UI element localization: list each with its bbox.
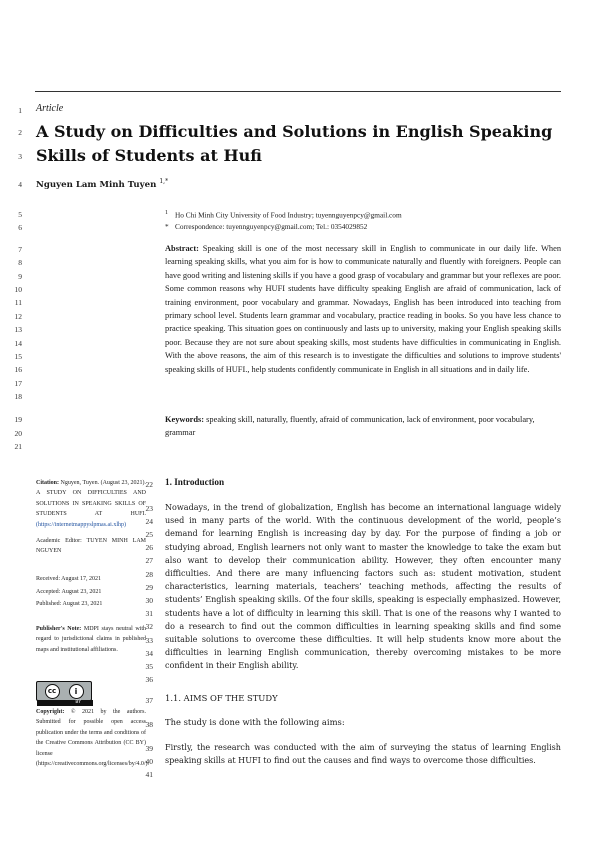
line-number: 38 — [145, 720, 153, 729]
aims-intro: The study is done with the following aims: — [165, 717, 345, 727]
line-number: 15 — [14, 352, 22, 361]
line-number: 37 — [145, 696, 153, 705]
line-number: 21 — [14, 442, 22, 451]
line-number: 26 — [145, 543, 153, 552]
line-number: 11 — [14, 298, 22, 307]
line-number: 23 — [145, 504, 153, 513]
line-number: 18 — [14, 392, 22, 401]
line-number: 10 — [14, 285, 22, 294]
line-number: 28 — [145, 570, 153, 579]
received-date: Received: August 17, 2021 — [36, 576, 101, 582]
line-number: 31 — [145, 609, 153, 618]
publisher-note-text: MDPI stays neutral with regard to jurisdictional claims in published maps and institutional affiliations. — [36, 626, 147, 653]
line-number: 30 — [145, 596, 153, 605]
line-number: 29 — [145, 583, 153, 592]
author-name: Nguyen Lam Minh Tuyen — [36, 179, 157, 190]
author-line — [36, 178, 168, 190]
affiliation-marker: 1 — [165, 210, 169, 216]
citation-link[interactable]: (https://internetmappyslpmas.ai.xlhp) — [36, 521, 126, 528]
line-number: 14 — [14, 339, 22, 348]
academic-editor: Academic Editor: TUYEN MINH LAM NGUYEN — [36, 538, 146, 555]
keywords-text: speaking skill, naturally, fluently, afraid of communication, lack of environment, poor vocabulary, grammar — [165, 415, 535, 438]
line-number: 32 — [145, 622, 153, 631]
line-number: 27 — [145, 556, 153, 565]
line-number: 5 — [18, 210, 22, 219]
correspondence — [165, 222, 367, 231]
line-number: 34 — [145, 649, 153, 658]
line-number: 17 — [14, 379, 22, 388]
accepted-date: Accepted: August 23, 2021 — [36, 589, 102, 595]
line-number: 4 — [18, 180, 22, 189]
citation-block — [36, 478, 146, 530]
title-line-2: Skills of Students at Hufi — [36, 146, 262, 165]
paper-title — [36, 120, 556, 168]
copyright-label: Copyright: — [36, 709, 65, 715]
published-date: Published: August 23, 2021 — [36, 601, 103, 607]
line-number: 19 — [14, 415, 22, 424]
line-number: 3 — [18, 152, 22, 161]
line-number: 41 — [145, 770, 153, 779]
line-number: 40 — [145, 757, 153, 766]
aims-paragraph: Firstly, the research was conducted with the aim of surveying the status of learning English speaking skills at HUFI to find out the causes and find ways to overcome those difficulties. — [165, 743, 561, 766]
copyright-text: © 2021 by the authors. Submitted for possible open access publication under the terms and conditions of the Creative Commons Attribution (CC BY) license (https://creativecommons.org/licenses/by/4.0/). — [36, 709, 150, 768]
line-number: 35 — [145, 662, 153, 671]
line-number: 6 — [18, 223, 22, 232]
line-number: 12 — [14, 312, 22, 321]
citation-text: Nguyen, Tuyen. (August 23, 2021). A STUDY ON DIFFICULTIES AND SOLUTIONS IN SPEAKING SKILLS OF STUDENTS AT HUFI. — [36, 480, 146, 518]
line-number: 36 — [145, 675, 153, 684]
line-number: 33 — [145, 636, 153, 645]
correspondence-marker: * — [165, 222, 169, 231]
line-number: 25 — [145, 530, 153, 539]
affiliation-text: Ho Chi Minh City University of Food Industry; tuyennguyenpcy@gmail.com — [175, 210, 402, 220]
title-line-1: A Study on Difficulties and Solutions in English Speaking — [36, 122, 553, 141]
citation-label: Citation: — [36, 480, 59, 486]
line-number: 13 — [14, 325, 22, 334]
abstract-text: Speaking skill is one of the most necessary skill in English to communicate in our daily life. When learning speaking skills, what you aim for is how to communicate naturally and fluently with foreigners. People can have good writing and listening skills if you have a good grasp of vocabulary and grammar but your reflexes are poor. Some common reasons why HUFI students have difficulty speaking English are afraid of communication, lack of training environment, poor vocabulary and grammar. Nowadays, English has been introduced into teaching from primary school level. Students learn grammar and vocabulary, practice reading in books. So you have less chance to practice speaking. This situation goes on continuously and lasts up to university, making your English speaking skills poor. Because they are not sure about speaking skills, most students have difficulties in communicating in English. With the above reasons, the aim of this research is to investigate the difficulties and solutions to improve students' speaking skills of HUFI., help students confidently communicate in English in all situations and in daily life. — [165, 244, 562, 374]
section-heading-introduction: 1. Introduction — [165, 477, 225, 487]
article-type: Article — [36, 103, 64, 114]
affiliation — [165, 210, 402, 219]
attribution-icon: i — [69, 684, 84, 699]
cc-by-license-badge[interactable] — [36, 681, 92, 705]
line-number: 7 — [18, 245, 22, 254]
keywords-label: Keywords: — [165, 415, 205, 424]
keywords — [165, 413, 561, 440]
creative-commons-icon: cc — [45, 684, 60, 699]
abstract — [165, 242, 561, 376]
line-number: 16 — [14, 365, 22, 374]
cc-by-strip: BY — [37, 700, 93, 706]
publisher-note — [36, 624, 146, 655]
correspondence-text: Correspondence: tuyennguyenpcy@gmail.com; Tel.: 0354029852 — [175, 222, 368, 231]
line-number: 24 — [145, 517, 153, 526]
line-number: 39 — [145, 744, 153, 753]
publisher-note-label: Publisher's Note: — [36, 626, 82, 632]
line-number: 1 — [18, 106, 22, 115]
header-rule — [35, 91, 561, 92]
line-number: 8 — [18, 258, 22, 267]
author-affiliation-mark: 1,* — [159, 178, 169, 185]
line-number: 2 — [18, 128, 22, 137]
line-number: 9 — [18, 272, 22, 281]
subsection-heading-aims: 1.1. AIMS OF THE STUDY — [165, 693, 278, 703]
abstract-label: Abstract: — [165, 244, 199, 253]
line-number: 20 — [14, 429, 22, 438]
line-number: 22 — [145, 480, 153, 489]
introduction-paragraph: Nowadays, in the trend of globalization, English has become an international language widely used in many parts of the world. With the continuous development of the world, people’s demand for learning English is increasing day by day. For the purpose of finding a job or studying abroad, English learners not only want to master the knowledge to take the exam but also want to develop their communication ability. However, they often encounter many difficulties. And there are many influencing factors such as: student motivation, student characteristics, learning materials, teachers’ teaching methods, affecting the results of students’ English speaking skills. Of the four skills, speaking is especially emphasized. However, students have a lot of difficulty in learning this skill. That is one of the reasons why I wanted to do a research to find out the common difficulties in learning speaking skills and find some suitable solutions to overcome these difficulties. It will help students know more about the difficulties in learning English communication, thereby overcoming mistakes to be more confident in their English ability. — [165, 503, 561, 671]
